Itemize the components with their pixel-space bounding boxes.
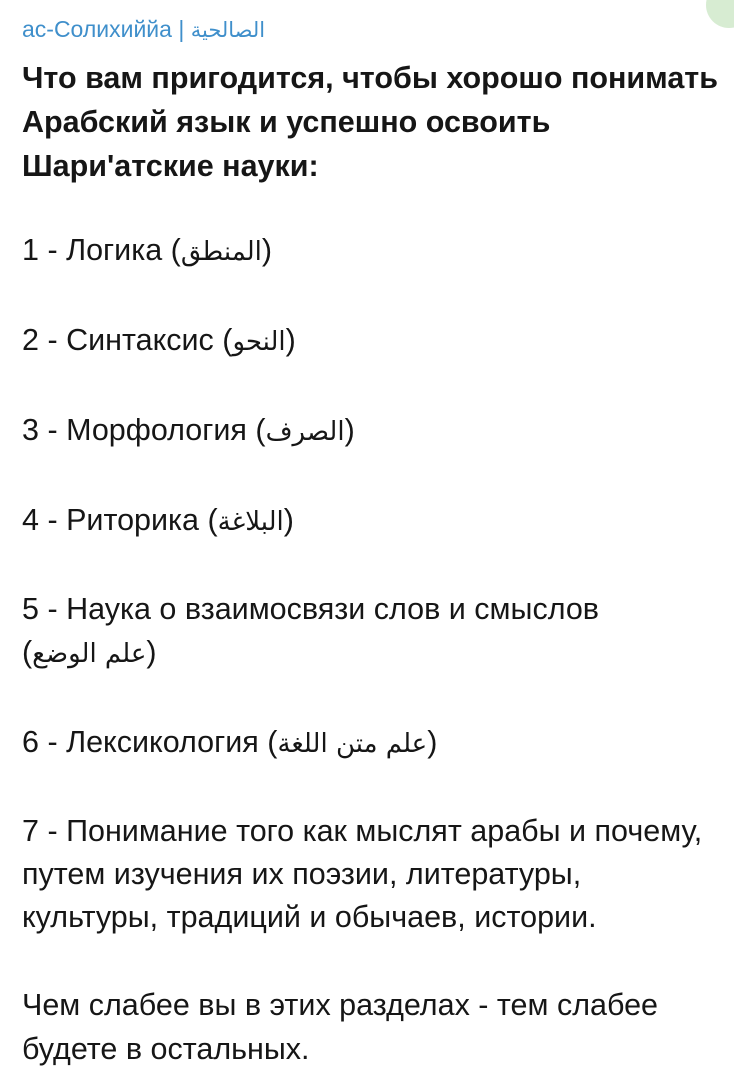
item-arabic: علم متن اللغة — [277, 729, 428, 759]
item-number: 4 — [22, 503, 39, 537]
item-text: Морфология — [66, 413, 247, 447]
item-arabic: المنطق — [180, 237, 262, 267]
item-arabic: الصرف — [265, 417, 345, 447]
item-number: 6 — [22, 725, 39, 759]
item-text: Логика — [66, 233, 163, 267]
item-text: Понимание того как мыслят арабы и почему, путем изучения их поэзии, литературы, культуры, традиций и обычаев, истории. — [22, 814, 703, 934]
item-arabic: البلاغة — [217, 507, 284, 537]
item-number: 1 — [22, 233, 39, 267]
item-number: 5 — [22, 592, 39, 626]
list-item: 4 - Риторика (البلاغة) — [22, 503, 294, 537]
sender-name-ru: ас-Солихиййа — [22, 16, 172, 42]
sender-name-ar: الصالحية — [190, 18, 266, 42]
item-number: 2 — [22, 323, 39, 357]
sender-name[interactable] — [22, 12, 722, 47]
item-text: Наука о взаимосвязи слов и смыслов — [66, 592, 599, 626]
list-item: 1 - Логика (المنطق) — [22, 233, 273, 267]
list-item: 6 - Лексикология (علم متن اللغة) — [22, 725, 438, 759]
item-number: 3 — [22, 413, 39, 447]
list-item: 2 - Синтаксис (النحو) — [22, 323, 296, 357]
item-arabic: النحو — [232, 327, 286, 357]
item-number: 7 — [22, 814, 39, 848]
list-item: 5 - Наука о взаимосвязи слов и смыслов (علم الوضع) — [22, 592, 599, 669]
message-bubble — [22, 12, 722, 1071]
list-item: 7 - Понимание того как мыслят арабы и почему, путем изучения их поэзии, литературы, культуры, традиций и обычаев, истории. — [22, 814, 703, 934]
item-text: Синтаксис — [66, 323, 214, 357]
sender-separator: | — [178, 16, 185, 42]
message-heading: Что вам пригодится, чтобы хорошо понимать Арабский язык и успешно освоить Шари'атские науки: — [22, 61, 718, 183]
closing-text: Чем слабее вы в этих разделах - тем слабее будете в остальных. — [22, 988, 659, 1066]
list-item: 3 - Морфология (الصرف) — [22, 413, 355, 447]
item-arabic: علم الوضع — [32, 639, 147, 669]
item-text: Лексикология — [66, 725, 259, 759]
item-text: Риторика — [66, 503, 200, 537]
